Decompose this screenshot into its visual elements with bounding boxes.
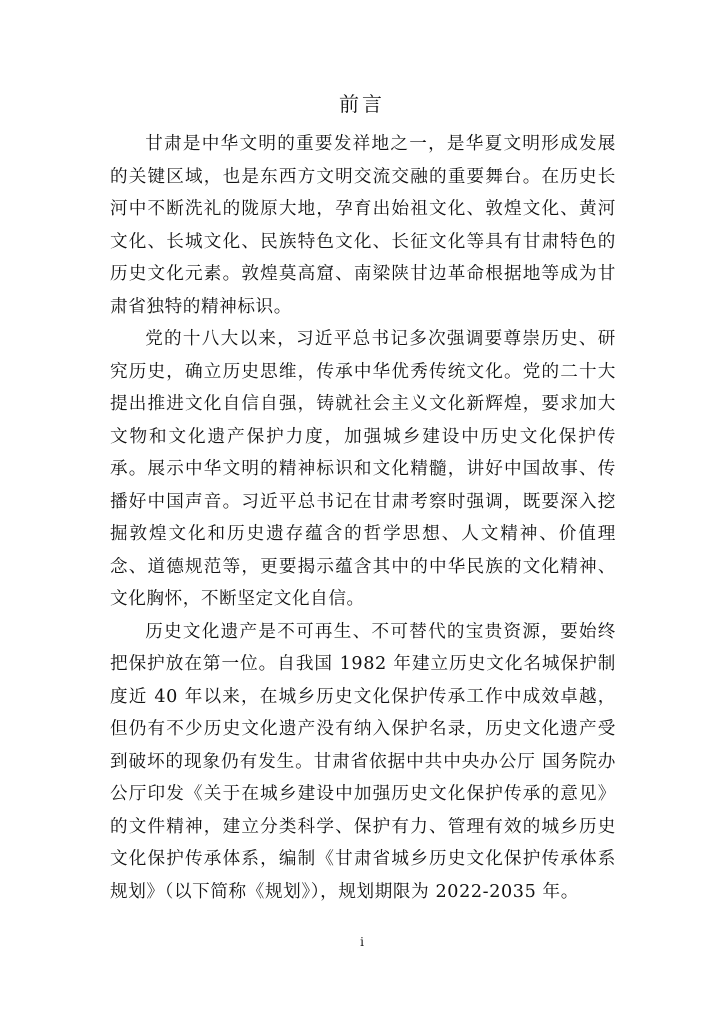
- page-number: i: [360, 935, 364, 949]
- paragraph-1: 甘肃是中华文明的重要发祥地之一，是华夏文明形成发展的关键区域，也是东西方文明交流交融的重要舞台。在历史长河中不断洗礼的陇原大地，孕育出始祖文化、敦煌文化、黄河文化、长城文化、民族特色文化、长征文化等具有甘肃特色的历史文化元素。敦煌莫高窟、南梁陕甘边革命根据地等成为甘肃省独特的精神标识。: [110, 134, 616, 317]
- paragraph-3: 历史文化遗产是不可再生、不可替代的宝贵资源，要始终把保护放在第一位。自我国 1982 年建立历史文化名城保护制度近 40 年以来，在城乡历史文化保护传承工作中成效卓越，但仍有不少历史文化遗产没有纳入保护名录，历史文化遗产受到破坏的现象仍有发生。甘肃省依据中共中央办公厅 国务院办公厅印发《关于在城乡建设中加强历史文化保护传承的意见》的文件精神，建立分类科学、保护有力、管理有效的城乡历史文化保护传承体系，编制《甘肃省城乡历史文化保护传承体系规划》（以下简称《规划》），规划期限为 2022-2035 年。: [110, 621, 616, 902]
- paragraph-2: 党的十八大以来，习近平总书记多次强调要尊崇历史、研究历史，确立历史思维，传承中华优秀传统文化。党的二十大提出推进文化自信自强，铸就社会主义文化新辉煌，要求加大文物和文化遗产保护力度，加强城乡建设中历史文化保护传承。展示中华文明的精神标识和文化精髓，讲好中国故事、传播好中国声音。习近平总书记在甘肃考察时强调，既要深入挖掘敦煌文化和历史遗存蕴含的哲学思想、人文精神、价值理念、道德规范等，更要揭示蕴含其中的中华民族的文化精神、文化胸怀，不断坚定文化自信。: [110, 329, 616, 609]
- page-title: 前言: [339, 92, 385, 116]
- document-body: [110, 128, 616, 908]
